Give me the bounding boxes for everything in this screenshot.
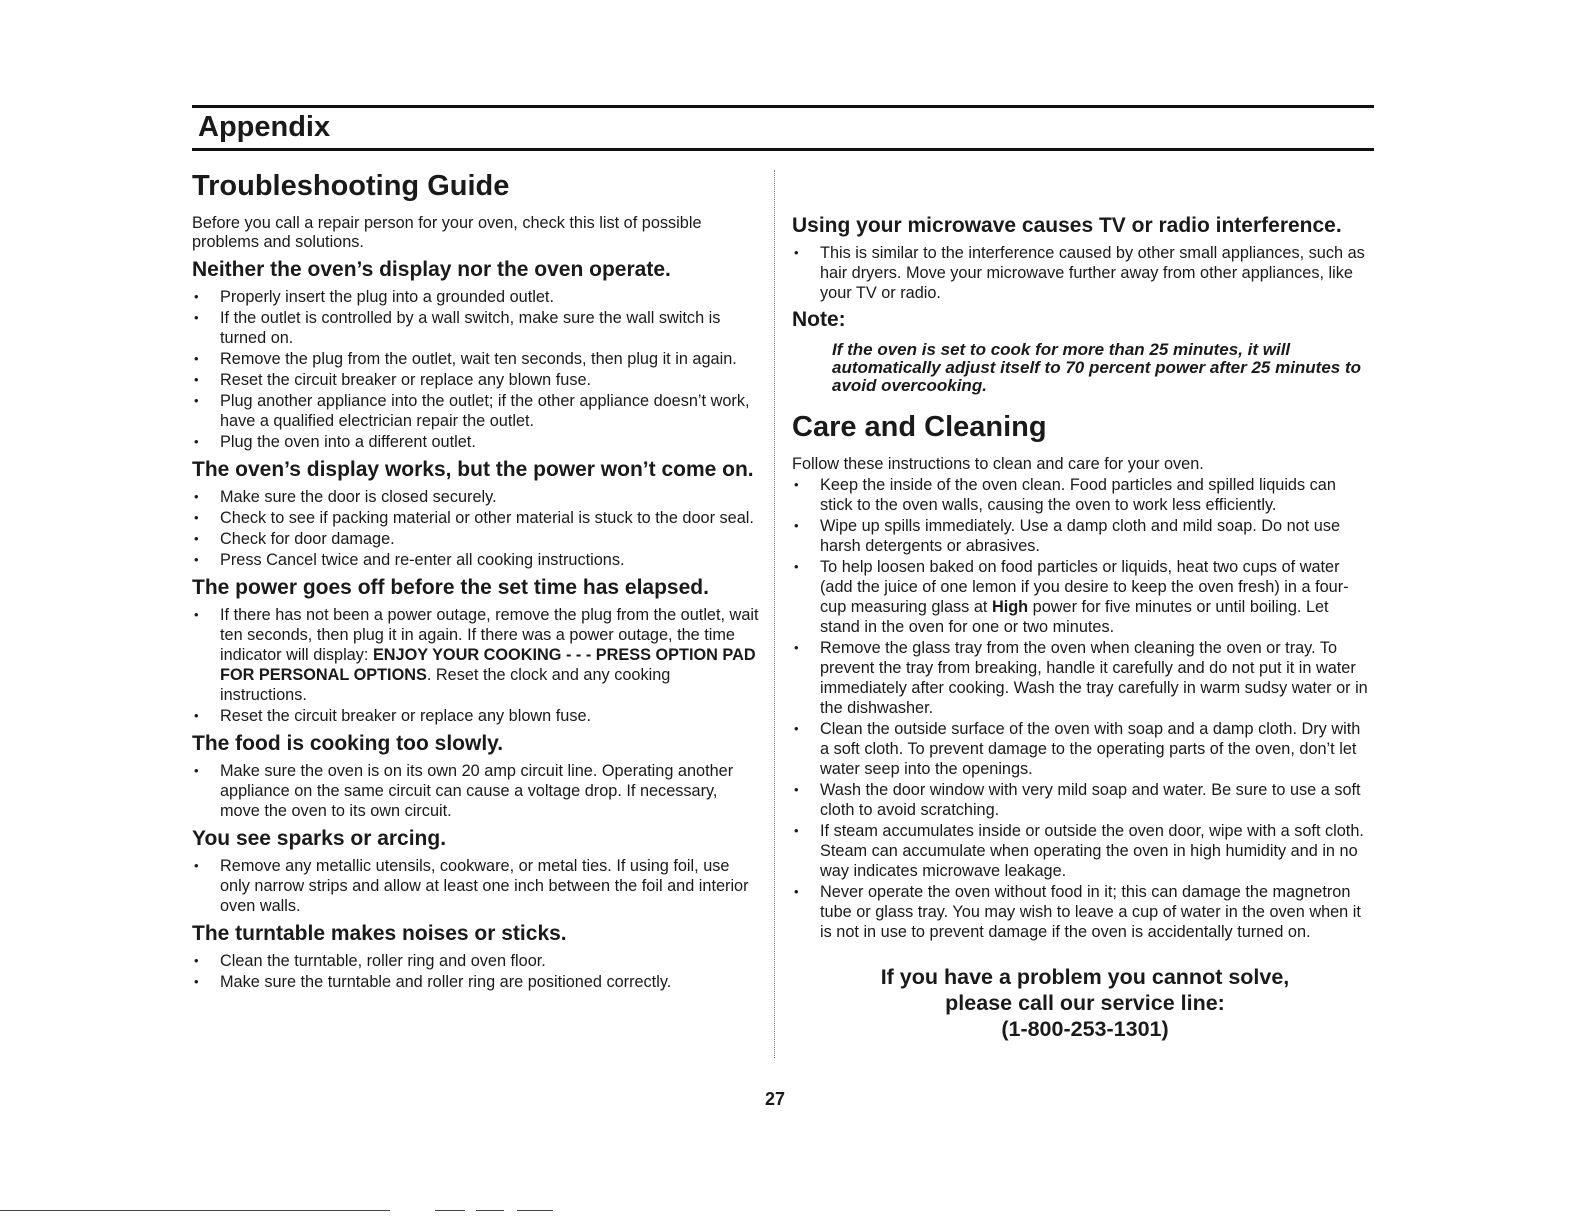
problem-heading: The food is cooking too slowly. [192,732,504,755]
service-phone: (1-800-253-1301) [1001,1017,1169,1041]
list-item: • Press Cancel twice and re-enter all cooking instructions. [192,550,760,570]
solution-list [192,287,760,452]
troubleshooting-intro: Before you call a repair person for your oven, check this list of possible problems and solutions. [192,214,702,251]
care-title: Care and Cleaning [792,411,1047,443]
list-item: • This is similar to the interference caused by other small appliances, such as hair dryers. Move your microwave further away from other appliances, like your TV or radio. [792,243,1370,303]
list-item: • Clean the outside surface of the oven with soap and a damp cloth. Dry with a soft cloth. To prevent damage to the operating parts of the oven, don’t let water seep into the openings. [792,719,1370,779]
care-intro: Follow these instructions to clean and care for your oven. [792,455,1204,473]
solution-list [792,243,1370,303]
list-item: • Remove any metallic utensils, cookware, or metal ties. If using foil, use only narrow strips and allow at least one inch between the foil and interior oven walls. [192,856,760,916]
footer-rule [476,1210,504,1211]
footer-rule [0,1210,390,1211]
header-rule-bottom [192,148,1374,151]
list-item [792,557,1370,637]
list-item: • If steam accumulates inside or outside the oven door, wipe with a soft cloth. Steam can accumulate when operating the oven in high humidity and in no way indicates microwave leakage. [792,821,1370,881]
list-item [192,605,760,705]
page-title: Appendix [198,111,331,143]
list-item: • Properly insert the plug into a grounded outlet. [192,287,760,307]
solution-list [192,761,760,821]
service-line-2: please call our service line: [945,991,1225,1015]
list-item: • Check to see if packing material or other material is stuck to the door seal. [192,508,760,528]
problem-heading: The power goes off before the set time has elapsed. [192,576,709,599]
list-item: • Make sure the turntable and roller ring are positioned correctly. [192,972,760,992]
list-item: • Remove the glass tray from the oven when cleaning the oven or tray. To prevent the tray from breaking, handle it carefully and do not put it in water immediately after cooking. Wash the tray carefully in warm sudsy water or in the dishwasher. [792,638,1370,718]
solution-list [192,487,760,570]
problem-heading: You see sparks or arcing. [192,827,447,850]
problem-heading: Using your microwave causes TV or radio interference. [792,214,1342,237]
solution-list [192,951,760,992]
column-divider [774,170,775,1058]
header-rule-top [192,105,1374,108]
list-item: • Plug another appliance into the outlet; if the other appliance doesn’t work, have a qualified electrician repair the outlet. [192,391,760,431]
power-level: High [991,598,1029,616]
list-item: • Reset the circuit breaker or replace any blown fuse. [192,706,760,726]
page-number: 27 [764,1089,786,1109]
list-item: • Clean the turntable, roller ring and oven floor. [192,951,760,971]
list-item: • Make sure the oven is on its own 20 amp circuit line. Operating another appliance on the same circuit can cause a voltage drop. If necessary, move the oven to its own circuit. [192,761,760,821]
note-label: Note: [792,308,846,331]
footer-rule [435,1210,465,1211]
troubleshooting-title: Troubleshooting Guide [192,170,510,202]
list-item: • Make sure the door is closed securely. [192,487,760,507]
list-item: • Reset the circuit breaker or replace any blown fuse. [192,370,760,390]
note-text: If the oven is set to cook for more than 25 minutes, it will automatically adjust itself to 70 percent power after 25 minutes to avoid overcooking. [832,340,1362,395]
problem-heading: The turntable makes noises or sticks. [192,922,567,945]
display-message: ENJOY YOUR COOKING - - - PRESS OPTION PAD FOR PERSONAL OPTIONS [220,646,756,684]
problem-heading: The oven’s display works, but the power won’t come on. [192,458,754,481]
boil-text-after: power for five minutes or until boiling. Let stand in the oven for one or two minutes. [820,598,1329,636]
care-column [792,212,1370,1042]
outage-text-after: . Reset the clock and any cooking instructions. [220,666,671,704]
problem-heading: Neither the oven’s display nor the oven operate. [192,258,671,281]
service-line-1: If you have a problem you cannot solve, [880,965,1290,989]
troubleshooting-column [192,168,760,993]
service-callout [792,964,1370,1042]
list-item: • Plug the oven into a different outlet. [192,432,760,452]
list-item: • Remove the plug from the outlet, wait ten seconds, then plug it in again. [192,349,760,369]
list-item: • Wipe up spills immediately. Use a damp cloth and mild soap. Do not use harsh detergents or abrasives. [792,516,1370,556]
outage-text-before: If there has not been a power outage, remove the plug from the outlet, wait ten seconds, then plug it in again. If there was a power outage, the time indicator will display: [220,606,759,664]
list-item: • Wash the door window with very mild soap and water. Be sure to use a soft cloth to avoid scratching. [792,780,1370,820]
solution-list [192,605,760,726]
care-list [792,475,1370,942]
footer-rule [517,1210,553,1211]
list-item: • Check for door damage. [192,529,760,549]
list-item: • If the outlet is controlled by a wall switch, make sure the wall switch is turned on. [192,308,760,348]
solution-list [192,856,760,916]
boil-text-before: To help loosen baked on food particles or liquids, heat two cups of water (add the juice of one lemon if you desire to keep the oven fresh) in a four-cup measuring glass at [820,558,1349,616]
list-item: • Never operate the oven without food in it; this can damage the magnetron tube or glass tray. You may wish to leave a cup of water in the oven when it is not in use to prevent damage if the oven is accidentally turned on. [792,882,1370,942]
list-item: • Keep the inside of the oven clean. Food particles and spilled liquids can stick to the oven walls, causing the oven to work less efficiently. [792,475,1370,515]
